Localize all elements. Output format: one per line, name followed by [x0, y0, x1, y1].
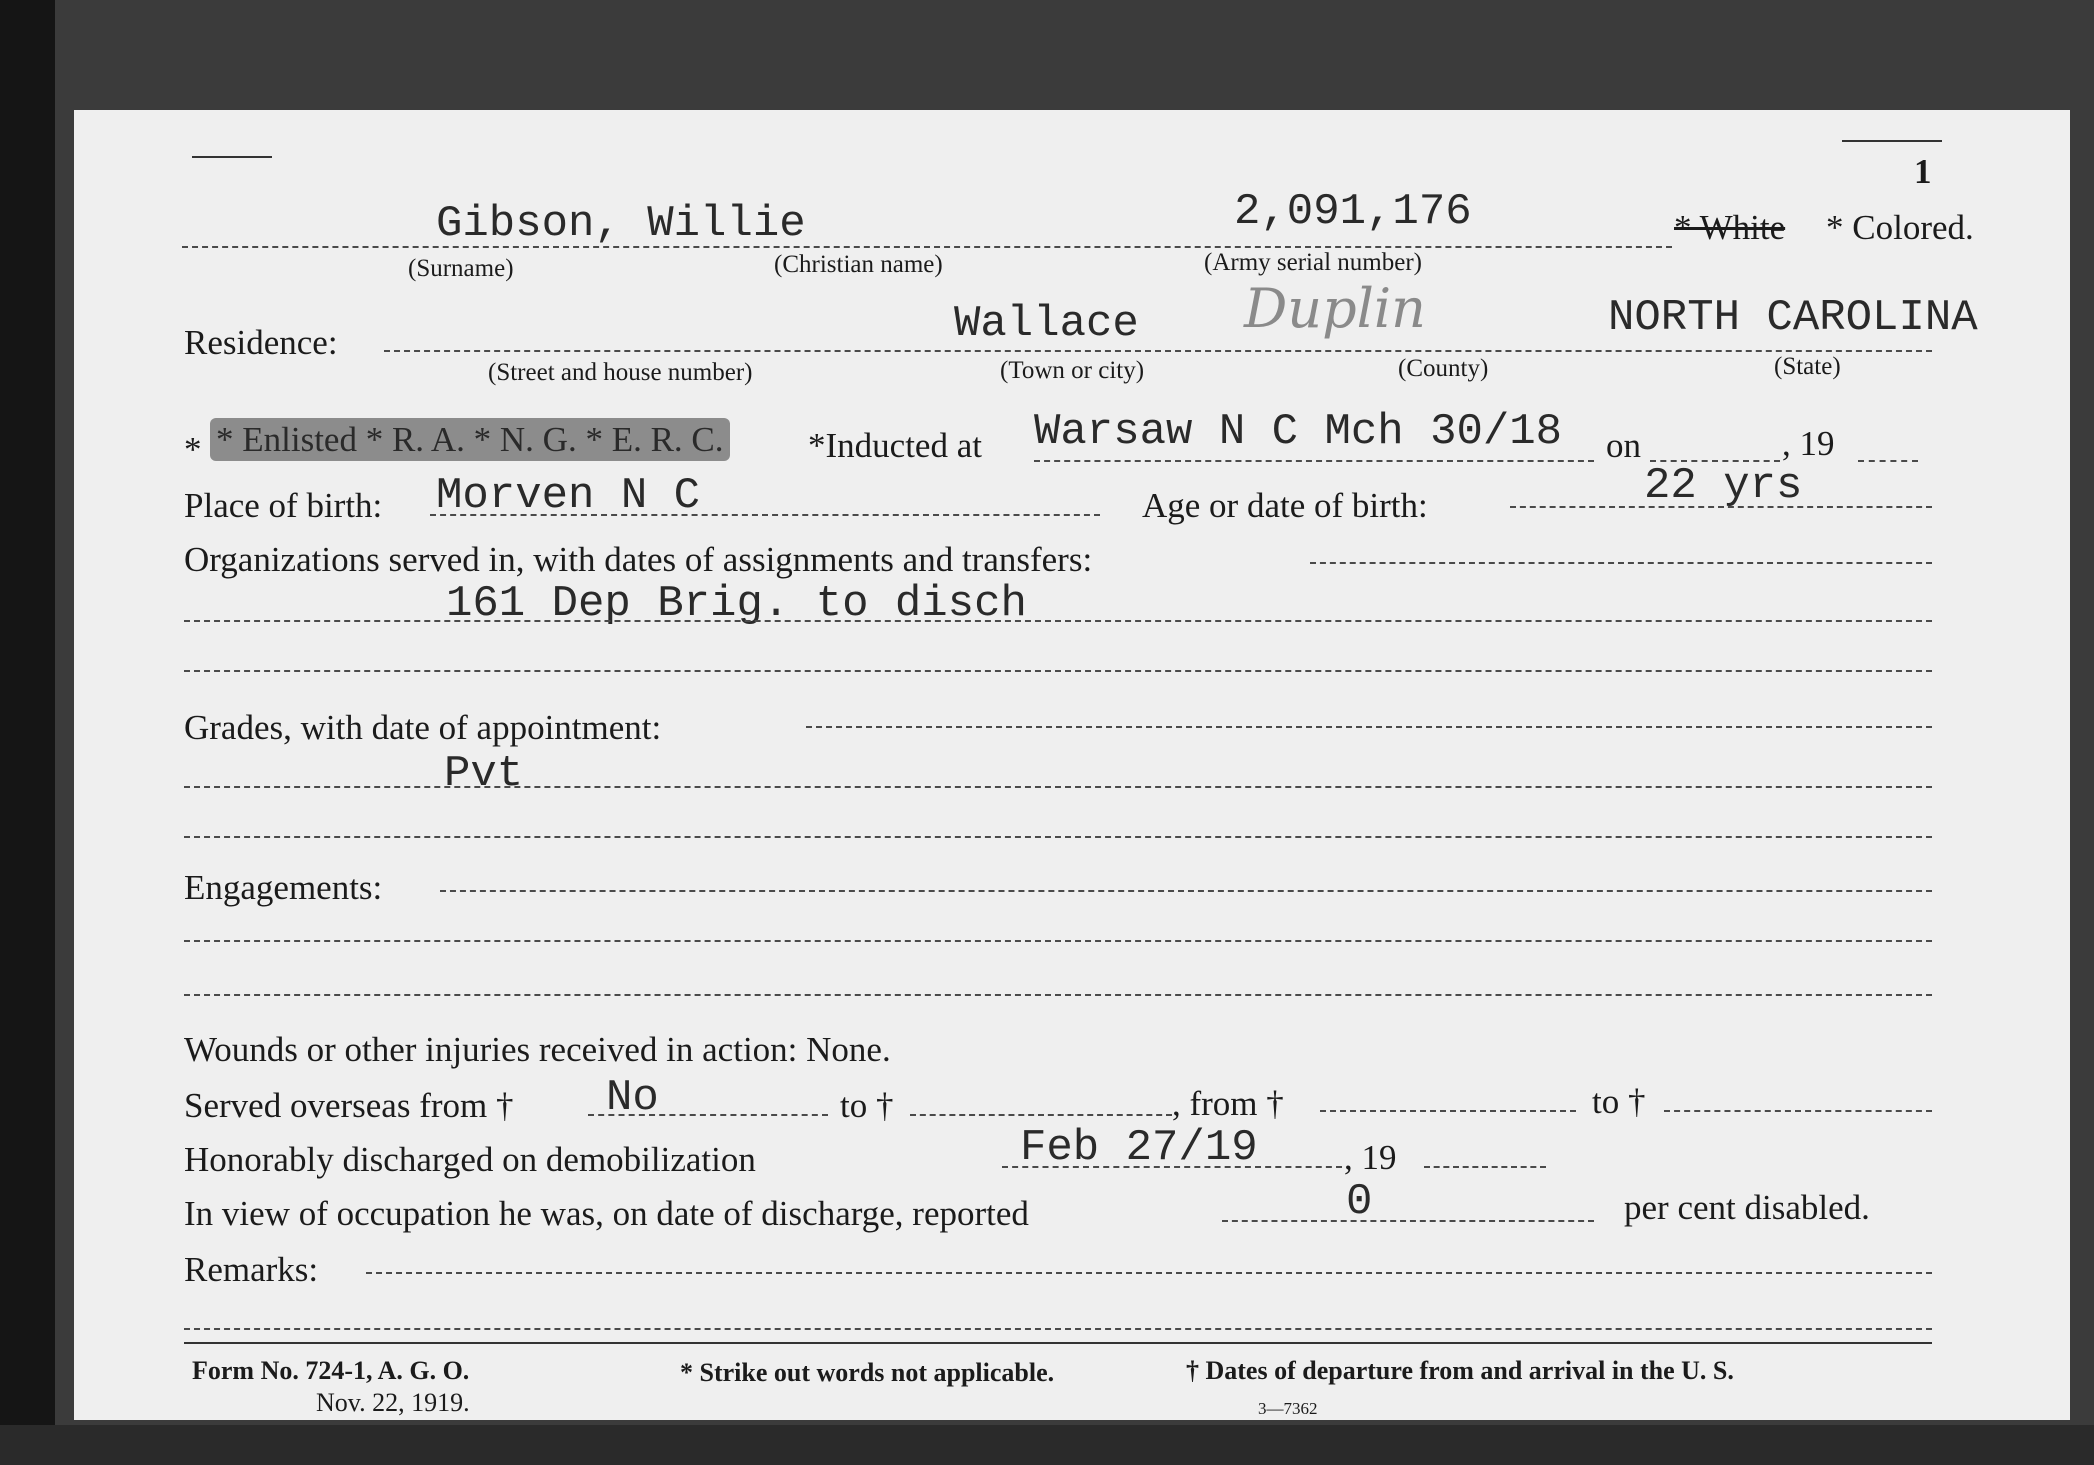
overseas-from-value: No [606, 1073, 659, 1123]
grades-line-2 [184, 786, 1932, 788]
card-number: 1 [1914, 152, 1932, 191]
army-serial-number: 2,091,176 [1234, 187, 1472, 237]
grades-line-1 [806, 726, 1932, 728]
remarks-line-1 [366, 1272, 1932, 1274]
birthplace-label: Place of birth: [184, 486, 383, 525]
engagements-label: Engagements: [184, 868, 383, 907]
scan-border-left [0, 0, 55, 1465]
overseas-to-label-2: to † [1592, 1082, 1646, 1121]
wounds-text: Wounds or other injuries received in action: None. [184, 1030, 891, 1069]
footnote-strike: * Strike out words not applicable. [680, 1358, 1055, 1387]
disability-percent: 0 [1346, 1177, 1373, 1227]
disability-label: In view of occupation he was, on date of discharge, reported [184, 1194, 1029, 1233]
birthplace-line [430, 514, 1100, 516]
overseas-from-line-2 [1320, 1110, 1576, 1112]
county-caption: (County) [1398, 355, 1489, 382]
remarks-line-2 [184, 1328, 1932, 1330]
disability-line [1222, 1220, 1594, 1222]
organizations-label: Organizations served in, with dates of assignments and transfers: [184, 540, 1093, 579]
overseas-to-line [910, 1114, 1172, 1116]
birthplace-value: Morven N C [436, 471, 701, 521]
soldier-name: Gibson, Willie [436, 199, 806, 249]
top-left-rule [192, 156, 272, 158]
footer-rule [184, 1342, 1932, 1344]
overseas-from-line [588, 1114, 828, 1116]
engagements-line-1 [440, 890, 1932, 892]
town-caption: (Town or city) [1000, 357, 1145, 384]
residence-line [384, 350, 1932, 352]
grades-label: Grades, with date of appointment: [184, 708, 662, 747]
disability-suffix: per cent disabled. [1624, 1188, 1870, 1227]
overseas-label: Served overseas from † [184, 1086, 514, 1125]
inducted-label: *Inducted at [808, 426, 982, 465]
inducted-year-line [1858, 460, 1918, 462]
overseas-from-label-2: , from † [1172, 1084, 1284, 1123]
age-value: 22 yrs [1644, 461, 1803, 511]
grades-value: Pvt [444, 749, 524, 799]
name-line [182, 246, 1672, 248]
enlisted-options-redacted: * Enlisted * R. A. * N. G. * E. R. C. [210, 418, 730, 461]
race-white-option: * White [1674, 208, 1786, 247]
scan-border-bottom [0, 1425, 2094, 1465]
residence-county-handwritten: Duplin [1244, 277, 1426, 340]
organizations-line-3 [184, 670, 1932, 672]
street-caption: (Street and house number) [488, 359, 753, 386]
inducted-place-date: Warsaw N C Mch 30/18 [1034, 407, 1563, 457]
organizations-line-1 [1310, 562, 1932, 564]
state-caption: (State) [1774, 353, 1841, 380]
christian-name-caption: (Christian name) [774, 251, 943, 278]
overseas-to-label: to † [840, 1086, 894, 1125]
discharge-year-line [1424, 1166, 1546, 1168]
form-number: Form No. 724-1, A. G. O. [192, 1356, 470, 1385]
discharge-date: Feb 27/19 [1020, 1123, 1258, 1173]
inducted-year-prefix: , 19 [1782, 424, 1835, 463]
residence-state: NORTH CAROLINA [1608, 293, 1978, 343]
engagements-line-2 [184, 940, 1932, 942]
age-label: Age or date of birth: [1142, 486, 1428, 525]
organizations-value: 161 Dep Brig. to disch [446, 579, 1027, 629]
enlisted-asterisk: * [184, 430, 202, 469]
print-code: 3—7362 [1258, 1399, 1318, 1418]
on-label: on [1606, 426, 1641, 465]
remarks-label: Remarks: [184, 1250, 319, 1289]
residence-label: Residence: [184, 323, 338, 362]
residence-town: Wallace [954, 299, 1139, 349]
grades-line-3 [184, 836, 1932, 838]
serial-caption: (Army serial number) [1204, 249, 1422, 276]
engagements-line-3 [184, 994, 1932, 996]
discharge-year-prefix: , 19 [1344, 1138, 1397, 1177]
top-right-rule [1842, 140, 1942, 142]
discharge-date-line [1002, 1166, 1342, 1168]
race-colored-option: * Colored. [1826, 208, 1974, 247]
organizations-line-2 [184, 620, 1932, 622]
service-record-card [74, 110, 2070, 1420]
overseas-to-line-2 [1664, 1110, 1932, 1112]
form-date: Nov. 22, 1919. [316, 1388, 470, 1417]
discharge-label: Honorably discharged on demobilization [184, 1140, 756, 1179]
footnote-dates: † Dates of departure from and arrival in the U. S. [1186, 1356, 1734, 1385]
surname-caption: (Surname) [408, 255, 514, 282]
inducted-line [1034, 460, 1594, 462]
